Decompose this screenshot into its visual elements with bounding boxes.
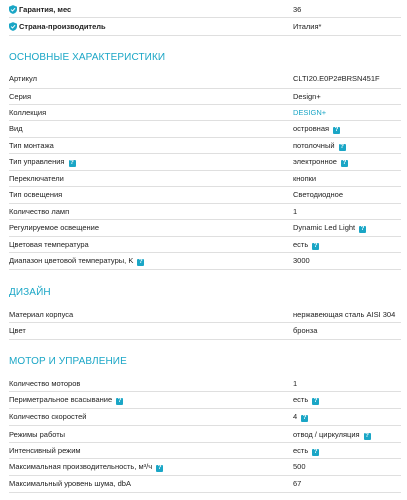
divider [9,391,401,392]
spec-row [9,445,401,457]
divider [9,475,401,476]
spec-value: есть ? [293,395,318,404]
spec-row [9,156,401,168]
divider [9,425,401,426]
spec-value: Светодиодное [293,190,344,199]
divider [9,458,401,459]
spec-label: Количество скоростей [9,412,87,421]
spec-label: Материал корпуса [9,310,74,319]
section-title-main-specs: ОСНОВНЫЕ ХАРАКТЕРИСТИКИ [9,52,166,63]
spec-label: Страна-производитель [19,22,106,31]
spec-row [9,394,401,406]
spec-row [9,255,401,267]
spec-label: Количество моторов [9,379,81,388]
spec-label: Периметральное всасывание ? [9,395,122,404]
spec-label: Режимы работы [9,430,66,439]
spec-value: есть ? [293,446,318,455]
help-icon[interactable]: ? [334,127,339,133]
divider [9,269,401,270]
divider [9,137,401,138]
spec-row [9,461,401,473]
divider [9,219,401,220]
help-icon[interactable]: ? [70,160,74,166]
spec-value: 3000 [293,256,310,265]
spec-row [9,478,401,490]
spec-value: 1 [293,207,298,216]
spec-label: Диапазон цветовой температуры, K ? [9,256,143,265]
divider [9,170,401,171]
divider [9,236,401,237]
divider [9,104,401,105]
spec-label: Максимальная производительность, м³/ч ? [9,462,162,471]
spec-label: Тип монтажа [9,141,54,150]
spec-row [9,173,401,185]
spec-row [9,222,401,234]
spec-row-country [9,21,401,33]
help-icon[interactable]: ? [157,465,162,471]
spec-row [9,309,401,321]
spec-row [9,325,401,337]
spec-label: Коллекция [9,108,47,117]
help-icon[interactable]: ? [342,160,347,166]
spec-label: Переключатели [9,174,64,183]
spec-label: Артикул [9,74,37,83]
spec-value: Dynamic Led Light ? [293,223,365,232]
help-icon[interactable]: ? [302,415,307,421]
spec-row [9,239,401,251]
help-icon[interactable]: ? [365,433,369,439]
spec-label: Вид [9,124,23,133]
spec-row [9,189,401,201]
spec-label: Гарантия, мес [19,5,72,14]
spec-label: Цветовая температура [9,240,89,249]
spec-value: 500 [293,462,306,471]
spec-label: Цвет [9,326,26,335]
spec-row [9,123,401,135]
spec-value: нержавеющая сталь AISI 304 [293,310,396,319]
divider [9,120,401,121]
section-title-motor: МОТОР И УПРАВЛЕНИЕ [9,356,127,367]
divider [9,35,401,36]
spec-row [9,91,401,103]
spec-value: отвод / циркуляция ? [293,430,369,439]
divider [9,203,401,204]
divider [9,186,401,187]
help-icon[interactable]: ? [313,449,318,455]
spec-row [9,429,401,441]
divider [9,252,401,253]
spec-value: CLTI20.E0P2#BRSN451F [293,74,380,83]
spec-value: 36 [293,5,302,14]
help-icon[interactable]: ? [360,226,365,232]
spec-value: кнопки [293,174,317,183]
shield-check-icon [9,22,17,31]
divider [9,88,401,89]
spec-label: Количество ламп [9,207,70,216]
help-icon[interactable]: ? [313,398,318,404]
divider [9,153,401,154]
spec-row [9,140,401,152]
spec-label: Регулируемое освещение [9,223,99,232]
help-icon[interactable]: ? [340,144,344,150]
spec-label: Серия [9,92,32,101]
spec-value: бронза [293,326,318,335]
divider [9,339,401,340]
help-icon[interactable]: ? [313,243,318,249]
spec-label: Тип освещения [9,190,63,199]
help-icon[interactable]: ? [139,259,143,265]
divider [9,17,401,18]
spec-value: островная ? [293,124,339,133]
spec-value: Италия* [293,22,322,31]
shield-check-icon [9,5,17,14]
section-title-design: ДИЗАЙН [9,287,51,298]
spec-value: электронное ? [293,157,347,166]
spec-value: 1 [293,379,298,388]
spec-row [9,206,401,218]
spec-label: Тип управления ? [9,157,74,166]
help-icon[interactable]: ? [117,398,122,404]
collection-link[interactable]: DESIGN+ [293,108,327,117]
divider [9,442,401,443]
spec-value: есть ? [293,240,318,249]
spec-row [9,107,401,119]
spec-row-warranty [9,4,401,16]
spec-row [9,411,401,423]
spec-value: 4 ? [293,412,307,421]
spec-label: Максимальный уровень шума, dbA [9,479,131,488]
divider [9,492,401,493]
spec-value: потолочный ? [293,141,344,150]
divider [9,322,401,323]
spec-row [9,73,401,85]
spec-row [9,378,401,390]
spec-label: Интенсивный режим [9,446,81,455]
divider [9,408,401,409]
spec-value: Design+ [293,92,321,101]
spec-value: 67 [293,479,302,488]
